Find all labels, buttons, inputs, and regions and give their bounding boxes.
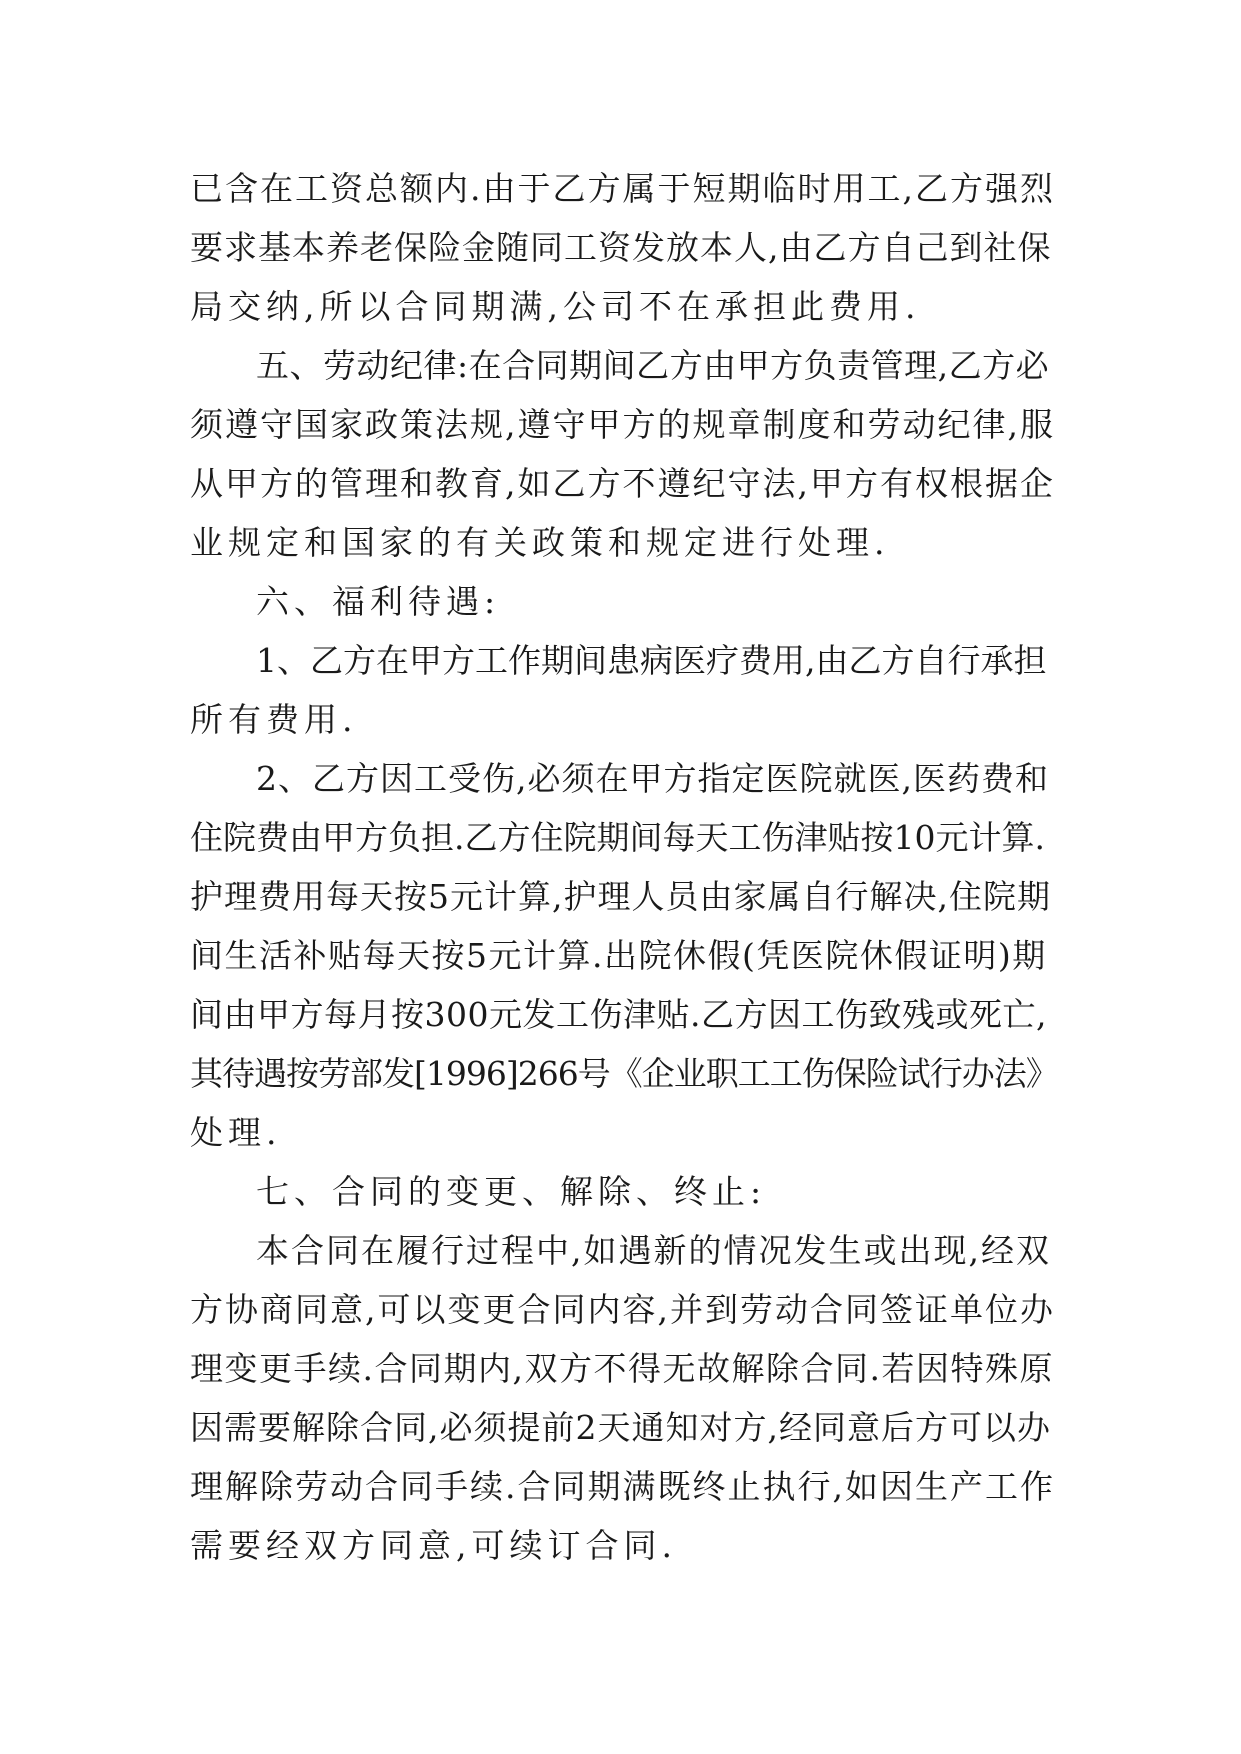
- text-line: 方协商同意,可以变更合同内容,并到劳动合同签证单位办: [190, 1290, 1055, 1329]
- text-line: 须遵守国家政策法规,遵守甲方的规章制度和劳动纪律,服: [190, 405, 1055, 444]
- text-line: 护理费用每天按5元计算,护理人员由家属自行解决,住院期: [190, 877, 1051, 916]
- text-line: 理解除劳动合同手续.合同期满既终止执行,如因生产工作: [190, 1467, 1055, 1506]
- text-line: 因需要解除合同,必须提前2天通知对方,经同意后方可以办: [190, 1408, 1051, 1447]
- text-line: 局交纳,所以合同期满,公司不在承担此费用.: [190, 287, 921, 326]
- text-line: 住院费由甲方负担.乙方住院期间每天工伤津贴按10元计算.: [190, 818, 1045, 857]
- text-line: 六、福利待遇:: [256, 582, 501, 621]
- text-line: 已含在工资总额内.由于乙方属于短期临时用工,乙方强烈: [190, 169, 1055, 208]
- text-line: 1、乙方在甲方工作期间患病医疗费用,由乙方自行承担: [256, 641, 1047, 680]
- text-line: 业规定和国家的有关政策和规定进行处理.: [190, 523, 890, 562]
- text-line: 要求基本养老保险金随同工资发放本人,由乙方自己到社保: [190, 228, 1052, 267]
- text-line: 从甲方的管理和教育,如乙方不遵纪守法,甲方有权根据企: [190, 464, 1055, 503]
- text-line: 2、乙方因工受伤,必须在甲方指定医院就医,医药费和: [256, 759, 1049, 798]
- text-line: 所有费用.: [190, 700, 358, 739]
- text-line: 间生活补贴每天按5元计算.出院休假(凭医院休假证明)期: [190, 936, 1047, 975]
- text-line: 处理.: [190, 1113, 282, 1152]
- text-line: 本合同在履行过程中,如遇新的情况发生或出现,经双: [256, 1231, 1051, 1270]
- text-line: 需要经双方同意,可续订合同.: [190, 1526, 677, 1565]
- text-line: 理变更手续.合同期内,双方不得无故解除合同.若因特殊原: [190, 1349, 1054, 1388]
- text-line: 其待遇按劳部发[1996]266号《企业职工工伤保险试行办法》: [190, 1054, 1058, 1093]
- text-line: 五、劳动纪律:在合同期间乙方由甲方负责管理,乙方必: [256, 346, 1050, 385]
- document-body: [190, 159, 1058, 1575]
- text-line: 七、合同的变更、解除、终止:: [256, 1172, 767, 1211]
- text-line: 间由甲方每月按300元发工伤津贴.乙方因工伤致残或死亡,: [190, 995, 1047, 1034]
